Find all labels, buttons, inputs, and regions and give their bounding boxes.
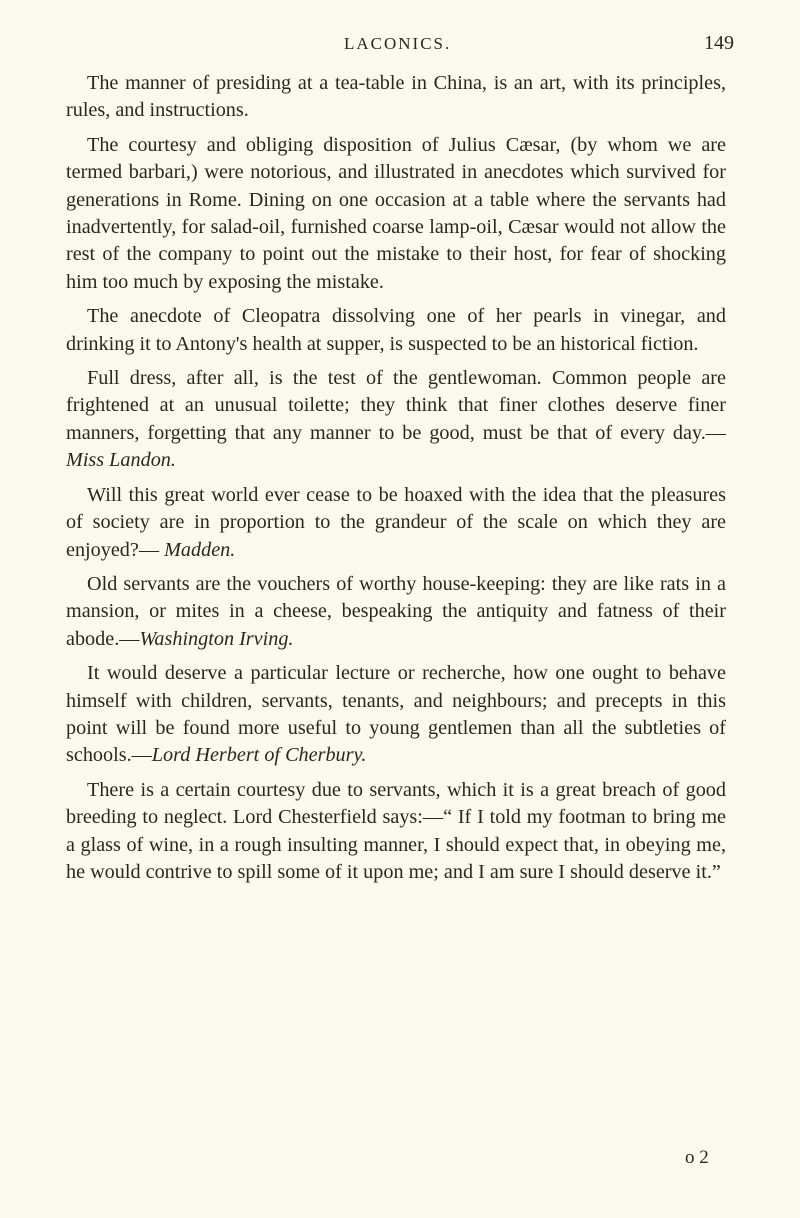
paragraph-text: The manner of presiding at a tea-table in China, is an art, with its principles, rules, and instructions. [66, 72, 726, 122]
attribution: Miss Landon. [66, 449, 176, 472]
paragraph-3 [66, 303, 726, 358]
paragraph-text: Will this great world ever cease to be hoaxed with the idea that the pleasures of society are in proportion to the grandeur of the scale on which they are enjoyed?— [66, 483, 726, 561]
paragraph-5 [66, 482, 726, 564]
paragraph-2 [66, 132, 726, 296]
running-head: LACONICS. [344, 34, 452, 53]
body-text [66, 70, 726, 893]
attribution: Washington Irving. [139, 627, 294, 650]
paragraph-text: It would deserve a particular lecture or recherche, how one ought to behave himself with children, servants, tenants, and neighbours; and precepts in this point will be found more useful to young gentlemen than all the subtleties of schools.— [66, 662, 726, 767]
paragraph-8 [66, 777, 726, 887]
paragraph-text: Old servants are the vouchers of worthy house-keeping: they are like rats in a mansion, or mites in a cheese, bespeaking the antiquity and fatness of their abode.— [66, 572, 726, 650]
paragraph-text: The anecdote of Cleopatra dissolving one of her pearls in vinegar, and drinking it to Antony's health at supper, is suspected to be an historical fiction. [66, 305, 726, 355]
paragraph-text: There is a certain courtesy due to servants, which it is a great breach of good breeding to neglect. Lord Chesterfield says:—“ If I told my footman to bring me a glass of wine, in a rough insulting manner, I should expect that, in obeying me, he would contrive to spill some of it upon me; and I am sure I should deserve it.” [66, 778, 726, 883]
paragraph-1 [66, 70, 726, 125]
signature-mark: o 2 [685, 1147, 709, 1168]
page-number: 149 [704, 32, 734, 54]
paragraph-text: Full dress, after all, is the test of the gentlewoman. Common people are frightened at an unusual toilette; they think that finer clothes deserve finer manners, forgetting that any manner to be good, must be that of every day.— [66, 367, 726, 444]
page-header [0, 30, 800, 60]
paragraph-6 [66, 571, 726, 653]
paragraph-4 [66, 365, 726, 475]
attribution: Lord Herbert of Cherbury. [151, 744, 367, 767]
paragraph-text: The courtesy and obliging disposition of Julius Cæsar, (by whom we are termed barbari,) were notorious, and illustrated in anecdotes which survived for generations in Rome. Dining on one occasion at a table where the servants had inadvertently, for salad-oil, furnished coarse lamp-oil, Cæsar would not allow the rest of the company to point out the mistake to their host, for fear of shocking him too much by exposing the mistake. [66, 133, 726, 293]
paragraph-7 [66, 660, 726, 770]
attribution: Madden. [164, 538, 236, 561]
